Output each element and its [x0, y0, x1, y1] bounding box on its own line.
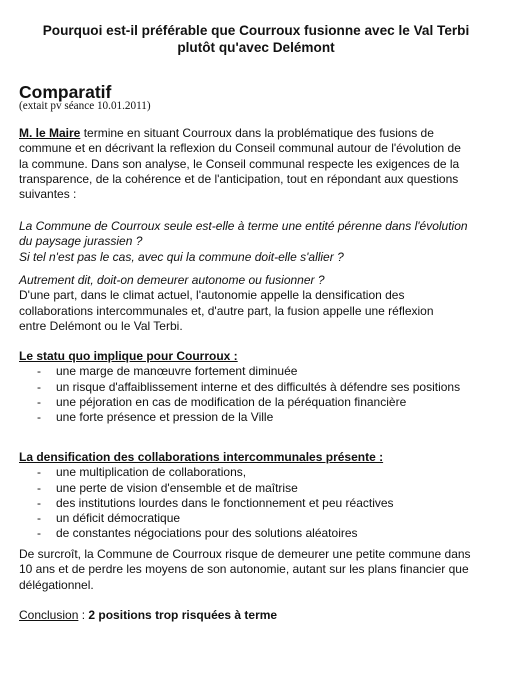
title-line-1: Pourquoi est-il préférable que Courroux fusionne avec le Val Terbi	[42, 23, 470, 38]
question-line-1: La Commune de Courroux seule est-elle à terme une entité pérenne dans l'évolution	[19, 219, 468, 233]
dash-marker: -	[37, 410, 41, 425]
dash-marker: -	[37, 511, 41, 526]
surcroit-line-2: 10 ans et de perdre les moyens de son autonomie, autant sur les plans financier que	[19, 562, 469, 577]
intro-line-3: la commune. Dans son analyse, le Conseil communal respecte les exigences de la	[19, 156, 460, 171]
dash-marker: -	[37, 364, 41, 379]
dilemma-line-3: entre Delémont ou le Val Terbi.	[19, 318, 183, 333]
status-quo-list	[19, 364, 499, 425]
document-title	[0, 22, 512, 56]
intro-line-1-text: termine en situant Courroux dans la problématique des fusions de	[80, 126, 434, 140]
dilemma-question: Autrement dit, doit-on demeurer autonome ou fusionner ?	[19, 273, 325, 287]
title-line-2: plutôt qu'avec Delémont	[177, 40, 335, 55]
question-line-3: Si tel n'est pas le cas, avec qui la commune doit-elle s'allier ?	[19, 249, 344, 264]
dash-marker: -	[37, 379, 41, 394]
surcroit-paragraph	[19, 547, 499, 593]
densification-list	[19, 465, 499, 541]
dash-marker: -	[37, 480, 41, 495]
list-item: - un risque d'affaiblissement interne et des difficultés à défendre ses positions	[37, 379, 461, 394]
densification-title: La densification des collaborations intercommunales présente :	[19, 450, 384, 464]
speaker-name: M. le Maire	[19, 126, 81, 140]
dilemma-line-1: D'une part, dans le climat actuel, l'autonomie appelle la densification des	[19, 288, 405, 303]
intro-line-4: transparence, de la cohérence et de l'anticipation, tout en répondant aux questions	[19, 171, 459, 186]
list-item: - de constantes négociations pour des solutions aléatoires	[37, 526, 358, 541]
intro-line-5: suivantes :	[19, 187, 77, 202]
conclusion-text: 2 positions trop risquées à terme	[88, 608, 278, 622]
dilemma-paragraph	[19, 273, 499, 334]
section-heading: Comparatif	[19, 82, 112, 102]
status-quo-title: Le statu quo implique pour Courroux :	[19, 349, 238, 363]
dash-marker: -	[37, 526, 41, 541]
dash-marker: -	[37, 394, 41, 409]
surcroit-line-3: délégationnel.	[19, 577, 94, 592]
dash-marker: -	[37, 495, 41, 510]
conclusion-line	[19, 608, 499, 623]
list-item: - un déficit démocratique	[37, 511, 181, 526]
question-line-2: du paysage jurassien ?	[19, 234, 143, 249]
list-item: - une marge de manœuvre fortement diminuée	[37, 364, 298, 379]
questions-paragraph	[19, 219, 499, 265]
conclusion-separator: :	[78, 608, 89, 622]
conclusion-paragraph	[19, 608, 499, 623]
source-note: (extait pv séance 10.01.2011)	[19, 100, 151, 112]
list-item: - une perte de vision d'ensemble et de maîtrise	[37, 480, 298, 495]
densification-section	[19, 450, 499, 542]
intro-line-1	[19, 126, 499, 141]
list-item: - une forte présence et pression de la Ville	[37, 410, 274, 425]
dash-marker: -	[37, 465, 41, 480]
list-item: - une péjoration en cas de modification de la péréquation financière	[37, 394, 407, 409]
dilemma-line-2: collaborations intercommunales et, d'autre part, la fusion appelle une réflexion	[19, 303, 434, 318]
intro-line-2: commune et en décrivant la reflexion du Conseil communal autour de l'évolution de	[19, 141, 461, 156]
intro-paragraph	[19, 126, 499, 202]
conclusion-label: Conclusion	[19, 608, 79, 622]
list-item: - une multiplication de collaborations,	[37, 465, 247, 480]
surcroit-line-1: De surcroît, la Commune de Courroux risque de demeurer une petite commune dans	[19, 547, 471, 561]
status-quo-section	[19, 349, 499, 425]
list-item: - des institutions lourdes dans le fonctionnement et peu réactives	[37, 495, 394, 510]
